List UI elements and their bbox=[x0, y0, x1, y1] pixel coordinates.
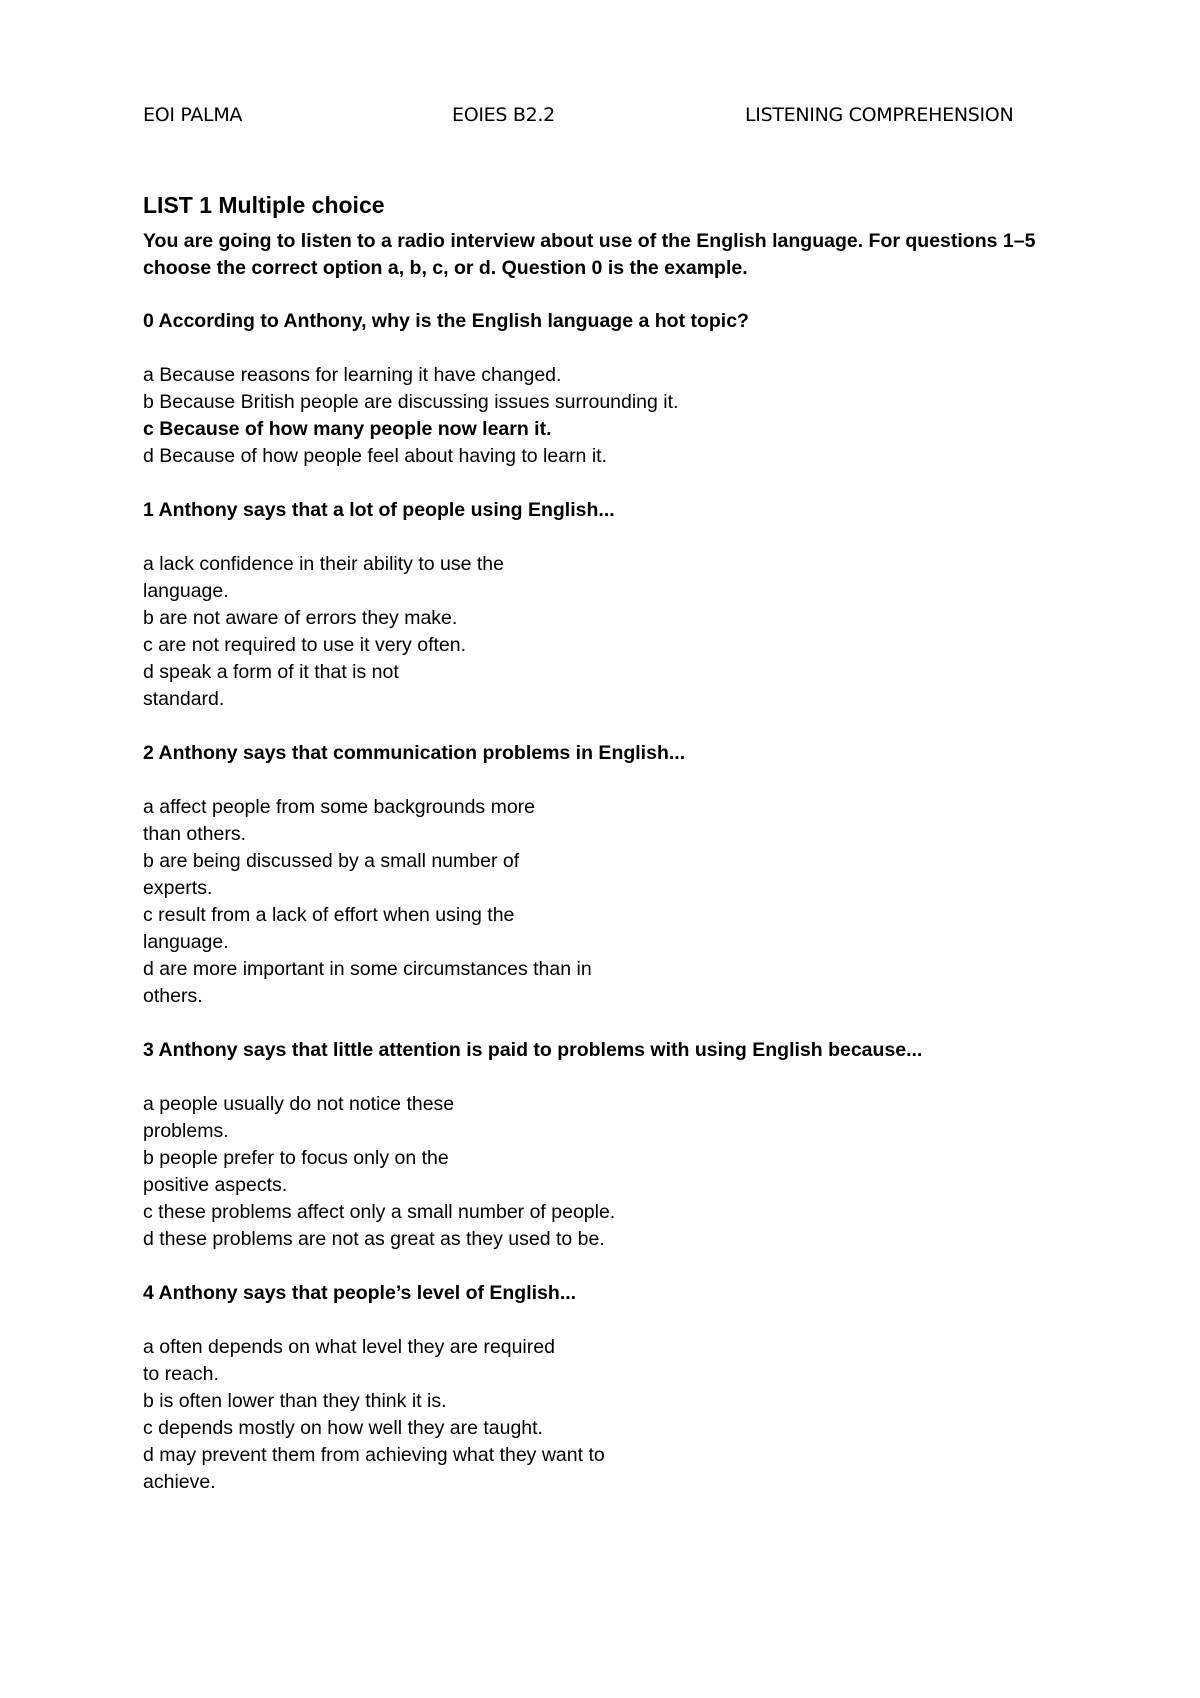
question-1: 1 Anthony says that a lot of people using English... bbox=[143, 499, 615, 521]
option-3d: d these problems are not as great as they used to be. bbox=[143, 1228, 605, 1250]
question-4: 4 Anthony says that people’s level of English... bbox=[143, 1282, 577, 1304]
question-2: 2 Anthony says that communication problems in English... bbox=[143, 742, 686, 764]
option-1d: d speak a form of it that is not standard. bbox=[143, 661, 399, 710]
options-0 bbox=[143, 362, 1063, 470]
option-3c: c these problems affect only a small number of people. bbox=[143, 1201, 616, 1223]
header-school: EOI PALMA bbox=[143, 104, 243, 126]
question-3: 3 Anthony says that little attention is paid to problems with using English because... bbox=[143, 1039, 923, 1061]
header-course: EOIES B2.2 bbox=[452, 104, 555, 126]
option-1a: a lack confidence in their ability to use the language. bbox=[143, 553, 504, 602]
options-1 bbox=[143, 551, 1063, 713]
option-2d: d are more important in some circumstances than in others. bbox=[143, 958, 592, 1007]
question-block-3 bbox=[143, 1037, 1063, 1253]
option-3a: a people usually do not notice these problems. bbox=[143, 1093, 455, 1142]
question-block-0 bbox=[143, 308, 1063, 470]
option-2c: c result from a lack of effort when using the language. bbox=[143, 904, 515, 953]
option-1c: c are not required to use it very often. bbox=[143, 634, 467, 656]
option-0d: d Because of how people feel about having to learn it. bbox=[143, 445, 607, 467]
option-3b: b people prefer to focus only on the positive aspects. bbox=[143, 1147, 449, 1196]
section-instructions: You are going to listen to a radio interview about use of the English language. For questions 1–5 choose the correct option a, b, c, or d. Question 0 is the example. bbox=[143, 230, 1036, 279]
page-header bbox=[0, 104, 1200, 134]
option-4b: b is often lower than they think it is. bbox=[143, 1390, 447, 1412]
option-4a: a often depends on what level they are required to reach. bbox=[143, 1336, 555, 1385]
options-4 bbox=[143, 1334, 1063, 1496]
question-block-2 bbox=[143, 740, 1063, 1010]
question-block-1 bbox=[143, 497, 1063, 713]
option-0a: a Because reasons for learning it have changed. bbox=[143, 364, 562, 386]
option-0c-correct-example: c Because of how many people now learn it. bbox=[143, 418, 552, 440]
option-2a: a affect people from some backgrounds more than others. bbox=[143, 796, 536, 845]
document-content bbox=[143, 190, 1063, 1523]
options-3 bbox=[143, 1091, 1063, 1253]
option-2b: b are being discussed by a small number of experts. bbox=[143, 850, 520, 899]
option-0b: b Because British people are discussing issues surrounding it. bbox=[143, 391, 679, 413]
options-2 bbox=[143, 794, 1063, 1010]
option-4d: d may prevent them from achieving what they want to achieve. bbox=[143, 1444, 605, 1493]
option-1b: b are not aware of errors they make. bbox=[143, 607, 458, 629]
question-0: 0 According to Anthony, why is the English language a hot topic? bbox=[143, 310, 749, 332]
option-4c: c depends mostly on how well they are taught. bbox=[143, 1417, 543, 1439]
question-block-4 bbox=[143, 1280, 1063, 1496]
header-section: LISTENING COMPREHENSION bbox=[745, 104, 1014, 126]
section-title: LIST 1 Multiple choice bbox=[143, 192, 385, 218]
